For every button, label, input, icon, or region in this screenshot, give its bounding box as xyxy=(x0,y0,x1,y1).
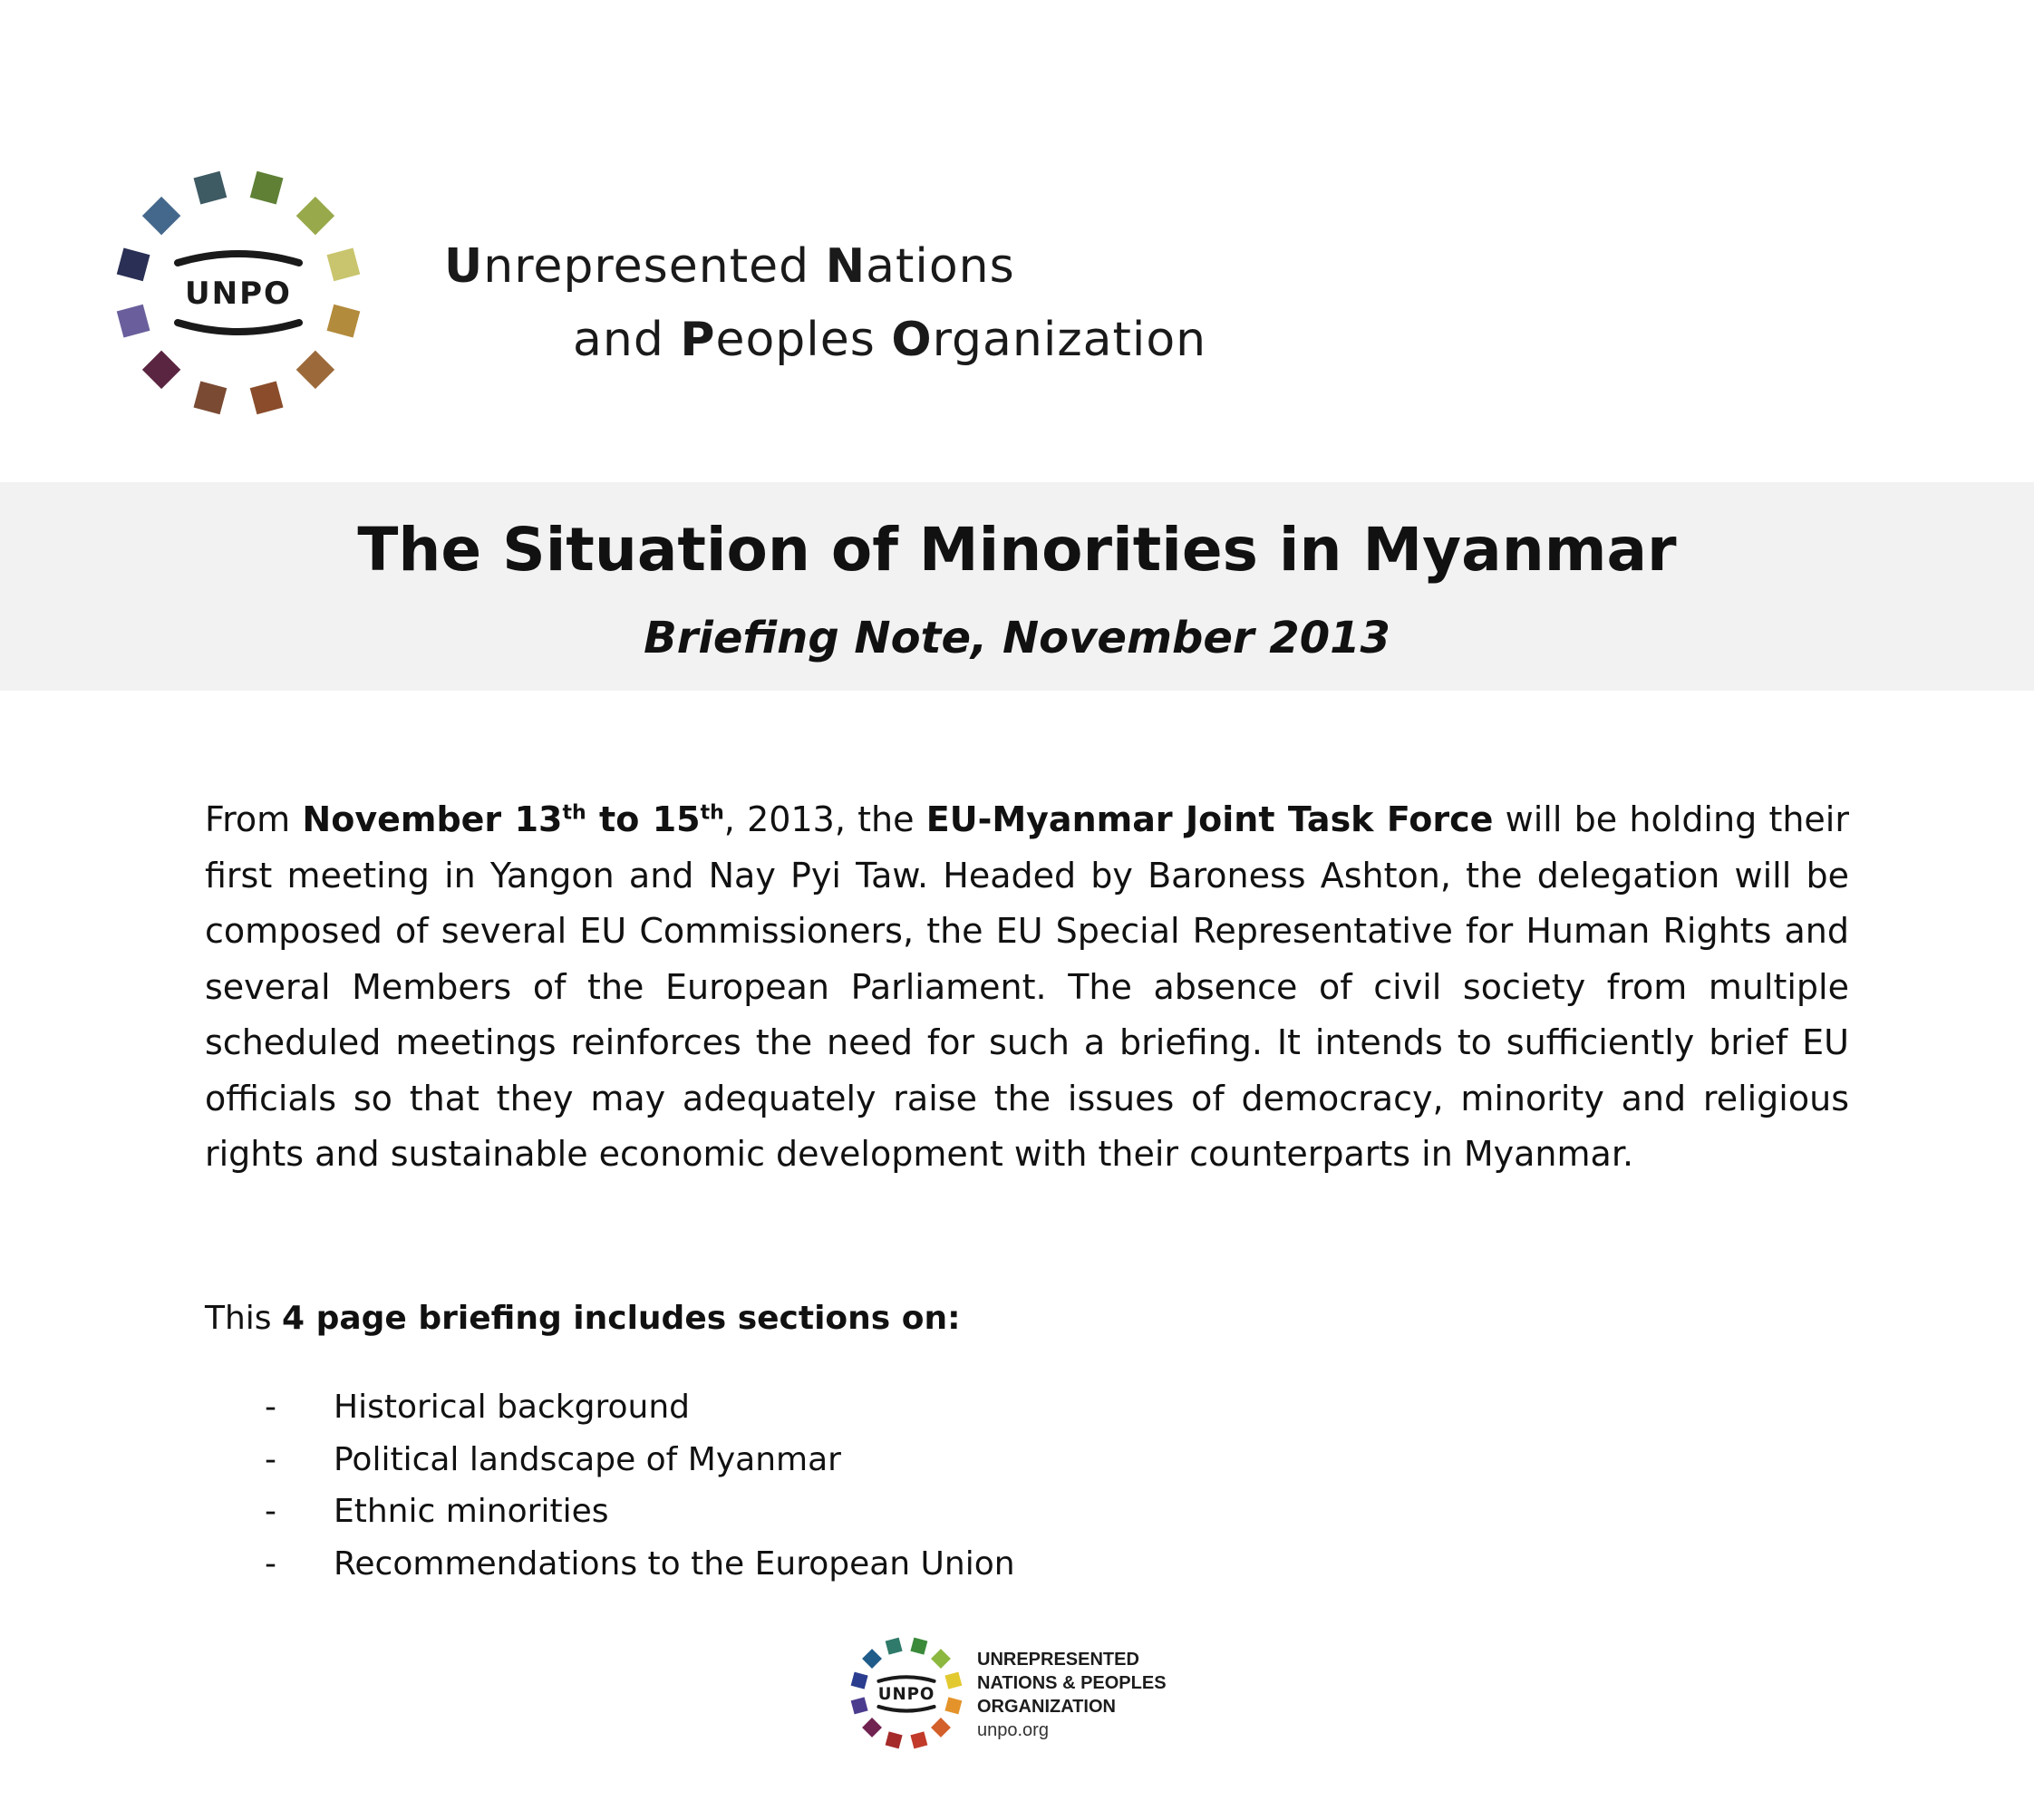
logo-ring-segment xyxy=(910,1638,927,1655)
footer-logo-text: UNPO xyxy=(877,1684,935,1704)
logo-ring-segment xyxy=(862,1718,882,1738)
logo-ring-segment xyxy=(910,1731,927,1748)
logo-ring-segment xyxy=(250,382,284,415)
org-word: eoples xyxy=(715,313,892,367)
logo-ring-segment xyxy=(194,171,228,205)
list-item-label: Political landscape of Myanmar xyxy=(334,1440,841,1478)
logo-ring-segment xyxy=(250,171,284,205)
list-item xyxy=(265,1381,1015,1434)
bullet-dash: - xyxy=(265,1493,276,1530)
footer-line: ORGANIZATION xyxy=(977,1697,1116,1717)
logo-ring-segment xyxy=(117,248,150,282)
org-word: nrepresented xyxy=(483,239,826,294)
list-item xyxy=(265,1486,1015,1538)
includes-heading xyxy=(205,1300,961,1337)
logo-ring-segment xyxy=(851,1697,868,1714)
org-initial-n: N xyxy=(825,239,867,294)
org-word: rganization xyxy=(932,313,1207,367)
org-initial-o: O xyxy=(891,313,933,367)
intro-date-end: to 15 xyxy=(586,799,701,839)
list-item-label: Recommendations to the European Union xyxy=(334,1544,1015,1583)
intro-text: will be holding their first meeting in Yangon and Nay Pyi Taw. Headed by Baroness Ashton, the delegation will be composed of several EU Commissioners, the EU Special Representative for Human Rights and several Members of the European Parliament. The absence of civil society from multiple scheduled meetings reinforces the need for such a briefing. It intends to sufficiently brief EU officials so that they may adequately raise the issues of democracy, minority and religious rights and sustainable economic development with their counterparts in Myanmar. xyxy=(205,799,1849,1174)
logo-ring-segment xyxy=(142,351,180,389)
footer-url: unpo.org xyxy=(977,1720,1049,1740)
logo-arc-top xyxy=(178,254,299,263)
org-initial-p: P xyxy=(680,313,716,367)
org-name-line1 xyxy=(444,239,1015,294)
logo-text: UNPO xyxy=(185,276,292,312)
sections-list xyxy=(265,1381,1015,1590)
document-subtitle: Briefing Note, November 2013 xyxy=(644,613,1390,663)
intro-text: , 2013, the xyxy=(723,799,926,839)
logo-ring-segment xyxy=(944,1672,962,1689)
footer-line: UNREPRESENTED xyxy=(977,1650,1139,1670)
document-title: The Situation of Minorities in Myanmar xyxy=(357,515,1677,585)
logo-ring-segment xyxy=(142,197,180,235)
logo-ring-segment xyxy=(862,1649,882,1669)
ordinal-suffix: th xyxy=(700,801,724,825)
logo-ring-segment xyxy=(886,1638,903,1655)
unpo-logo xyxy=(107,161,370,424)
list-item xyxy=(265,1538,1015,1591)
logo-arc-top xyxy=(879,1677,935,1681)
logo-ring-segment xyxy=(296,351,334,389)
footer-org-text xyxy=(977,1648,1167,1742)
list-item-label: Ethnic minorities xyxy=(334,1493,609,1530)
logo-arc-bottom xyxy=(879,1707,935,1711)
includes-pre: This xyxy=(205,1300,283,1337)
footer-line: NATIONS & PEOPLES xyxy=(977,1673,1167,1693)
logo-ring-segment xyxy=(886,1731,903,1748)
task-force-name: EU-Myanmar Joint Task Force xyxy=(925,799,1494,839)
intro-date-start: November 13 xyxy=(302,799,563,839)
logo-ring-segment xyxy=(851,1672,868,1689)
org-initial-u: U xyxy=(444,239,484,294)
footer-unpo-logo xyxy=(847,1633,966,1753)
ordinal-suffix: th xyxy=(562,801,586,825)
logo-ring-segment xyxy=(327,305,361,338)
org-name-line2 xyxy=(573,313,1206,367)
logo-arc-bottom xyxy=(178,323,299,332)
list-item xyxy=(265,1434,1015,1486)
bullet-dash: - xyxy=(265,1440,276,1478)
logo-ring-segment xyxy=(931,1649,951,1669)
logo-ring-segment xyxy=(296,197,334,235)
bullet-dash: - xyxy=(265,1389,276,1426)
intro-paragraph xyxy=(205,792,1849,1183)
logo-ring-segment xyxy=(931,1718,951,1738)
logo-ring-segment xyxy=(327,248,361,282)
includes-bold: 4 page briefing includes sections on: xyxy=(282,1300,961,1337)
logo-ring-segment xyxy=(944,1697,962,1714)
list-item-label: Historical background xyxy=(334,1389,690,1426)
intro-text: From xyxy=(205,799,303,839)
logo-ring-segment xyxy=(194,382,228,415)
org-word: and xyxy=(573,313,681,367)
org-word: ations xyxy=(866,239,1015,294)
logo-ring-segment xyxy=(117,305,150,338)
bullet-dash: - xyxy=(265,1544,276,1583)
